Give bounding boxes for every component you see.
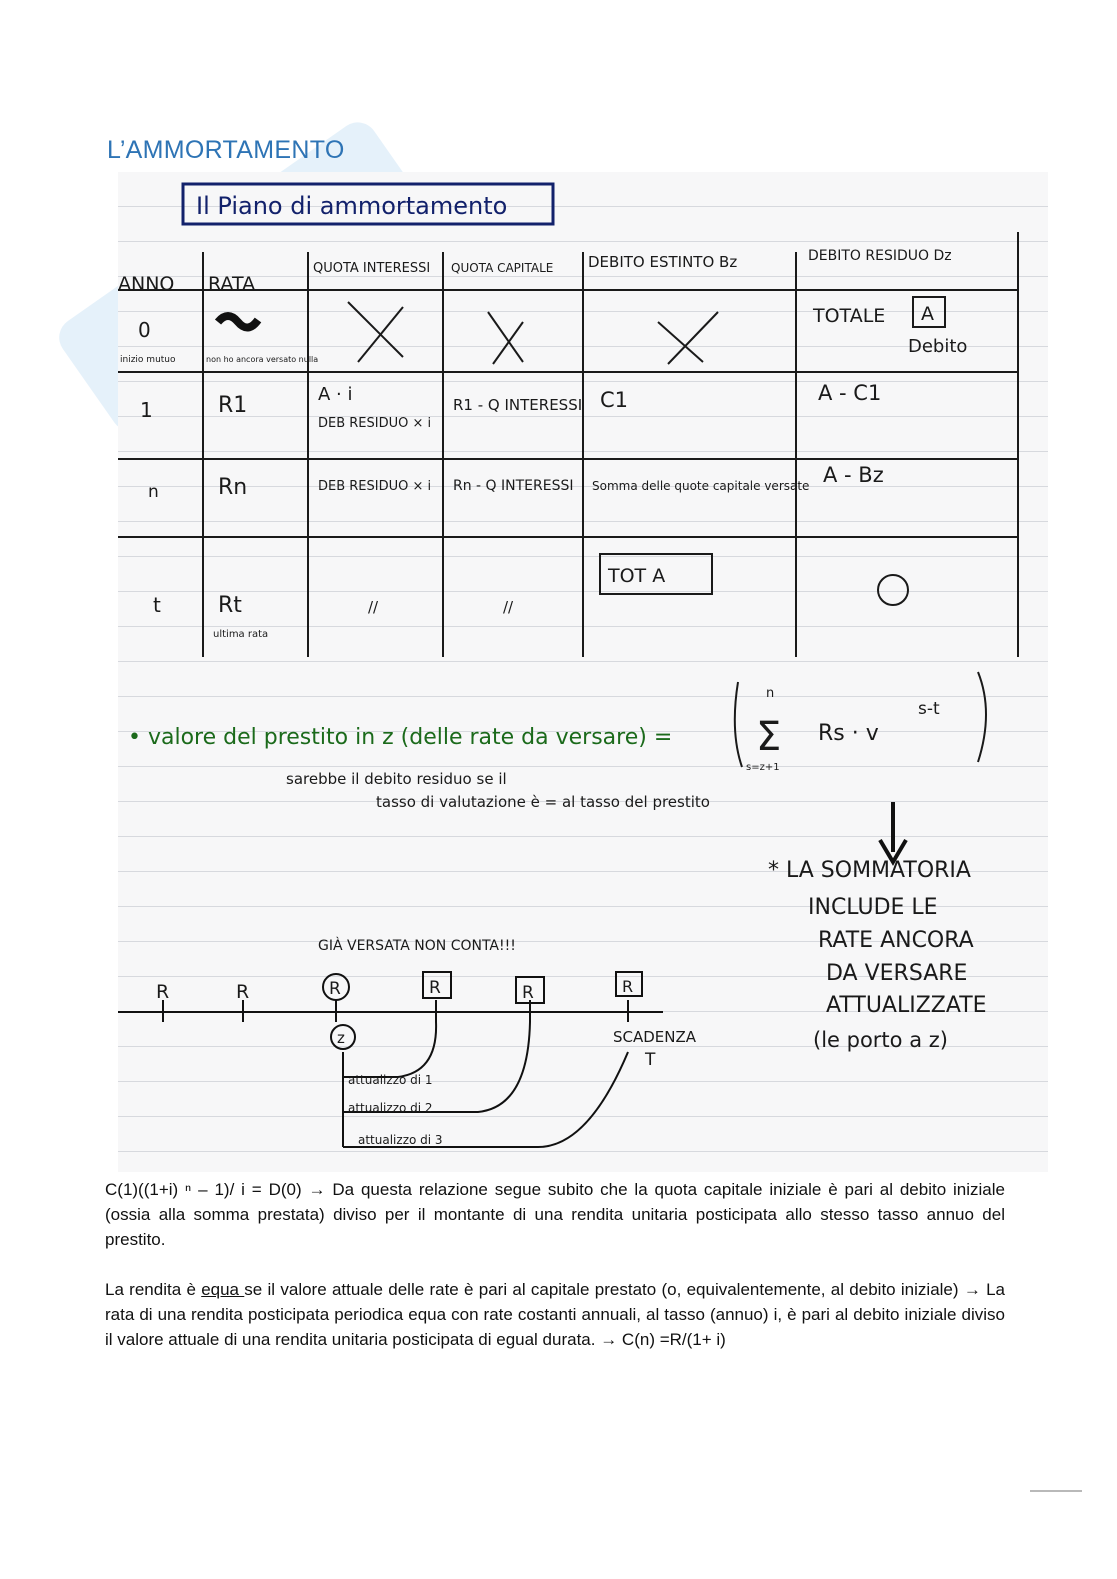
row0-anno: 0 [138, 318, 151, 342]
row1-de: C1 [600, 388, 629, 412]
formula-note-2: tasso di valutazione è = al tasso del prestito [376, 793, 710, 811]
tick-r-3: R [329, 979, 341, 999]
tick-r-6: R [622, 977, 634, 996]
rowt-rata-sub: ultima rata [213, 629, 269, 640]
row0-rata-note: non ho ancora versato nulla [206, 355, 319, 364]
rown-de: Somma delle quote capitale versate [592, 479, 810, 493]
rowt-rata: Rt [218, 593, 242, 618]
header-rata: RATA [208, 273, 256, 295]
attualizzo-1: attualizzo di 1 [348, 1073, 433, 1087]
row1-qc: R1 - Q INTERESSI [453, 396, 583, 414]
row1-qi: A · i [318, 384, 353, 405]
rown-rata: Rn [218, 475, 248, 500]
row1-anno: 1 [140, 398, 153, 422]
star-note-6: (le porto a z) [813, 1028, 948, 1052]
attualizzo-3: attualizzo di 3 [358, 1133, 443, 1147]
formula-top: n [766, 686, 775, 701]
rown-dr: A - Bz [823, 463, 884, 487]
star-note-2: INCLUDE LE [808, 895, 938, 920]
header-anno: ANNO [118, 273, 175, 295]
star-note-1: * LA SOMMATORIA [768, 858, 971, 883]
row0-debito: Debito [908, 336, 968, 357]
formula-note-1: sarebbe il debito residuo se il [286, 770, 507, 788]
rowt-qc: // [503, 598, 514, 616]
star-note-5: ATTUALIZZATE [826, 993, 987, 1018]
row1-rata: R1 [218, 393, 248, 418]
paragraph-1: C(1)((1+i) ⁿ – 1)/ i = D(0) → Da questa relazione segue subito che la quota capitale iniziale è pari al debito iniziale (ossia alla somma prestata) diviso per il montante di una rendita unitaria posticipata allo stesso tasso annuo del prestito. [105, 1180, 1005, 1249]
row1-qi-sub: DEB RESIDUO × i [318, 416, 432, 431]
attualizzo-2: attualizzo di 2 [348, 1101, 433, 1115]
row1-dr: A - C1 [818, 381, 882, 405]
box-title: Il Piano di ammortamento [196, 192, 508, 220]
handwritten-notes [118, 172, 1048, 1172]
notebook-photo [118, 172, 1048, 1172]
star-note-3: RATE ANCORA [818, 928, 974, 953]
row0-totale-box: A [921, 303, 934, 325]
page-title: L’AMMORTAMENTO [107, 136, 345, 164]
timeline-t: T [645, 1050, 656, 1070]
paragraph-2-start: La rendita è [105, 1280, 202, 1299]
timeline-top-note: GIÀ VERSATA NON CONTA!!! [318, 938, 516, 954]
paragraph-2-equa: equa [201, 1280, 245, 1299]
star-note-4: DA VERSARE [826, 961, 968, 986]
header-quota-interessi: QUOTA INTERESSI [313, 261, 431, 276]
formula-exp: s-t [918, 699, 940, 719]
rown-anno: n [148, 482, 159, 502]
tick-r-1: R [156, 981, 170, 1003]
table-grid [118, 232, 1018, 657]
timeline-z: z [337, 1029, 345, 1047]
paragraph-2 [105, 1277, 1005, 1352]
header-quota-capitale: QUOTA CAPITALE [451, 261, 554, 275]
header-debito-residuo: DEBITO RESIDUO Dz [808, 248, 952, 264]
row0-crosses [348, 302, 718, 364]
header-debito-estinto: DEBITO ESTINTO Bz [588, 253, 738, 271]
formula-bottom: s=z+1 [746, 762, 780, 773]
rowt-qi: // [368, 598, 379, 616]
rowt-dr: 0 [887, 596, 888, 597]
timeline-scadenza: SCADENZA [613, 1028, 697, 1046]
rown-qc: Rn - Q INTERESSI [453, 478, 574, 494]
rowt-de: TOT A [608, 565, 666, 587]
rowt-dr-zero [878, 575, 908, 605]
sigma-icon: Σ [756, 714, 782, 760]
rowt-anno: t [153, 593, 161, 617]
rown-qi: DEB RESIDUO × i [318, 479, 432, 494]
paragraph-2-rest: se il valore attuale delle rate è pari al capitale prestato (o, equivalentemente, al debito iniziale) → La rata di una rendita posticipata periodica equa con rate costanti annuali, al tasso (annuo) i, è pari al debito iniziale diviso il valore attuale di una rendita unitaria posticipata di egual durata. → C(n) =R/(1+ i) [105, 1280, 1006, 1349]
row0-totale: TOTALE [813, 305, 886, 327]
footer-divider [1030, 1490, 1082, 1492]
row0-anno-note: inizio mutuo [120, 355, 176, 365]
tick-r-4: R [429, 978, 441, 998]
tick-r-5: R [522, 983, 534, 1003]
tick-r-2: R [236, 981, 250, 1003]
formula-left: • valore del prestito in z (delle rate da versare) = [128, 725, 673, 750]
formula-right: Rs · v [818, 721, 879, 746]
scribble-mark [218, 316, 258, 328]
